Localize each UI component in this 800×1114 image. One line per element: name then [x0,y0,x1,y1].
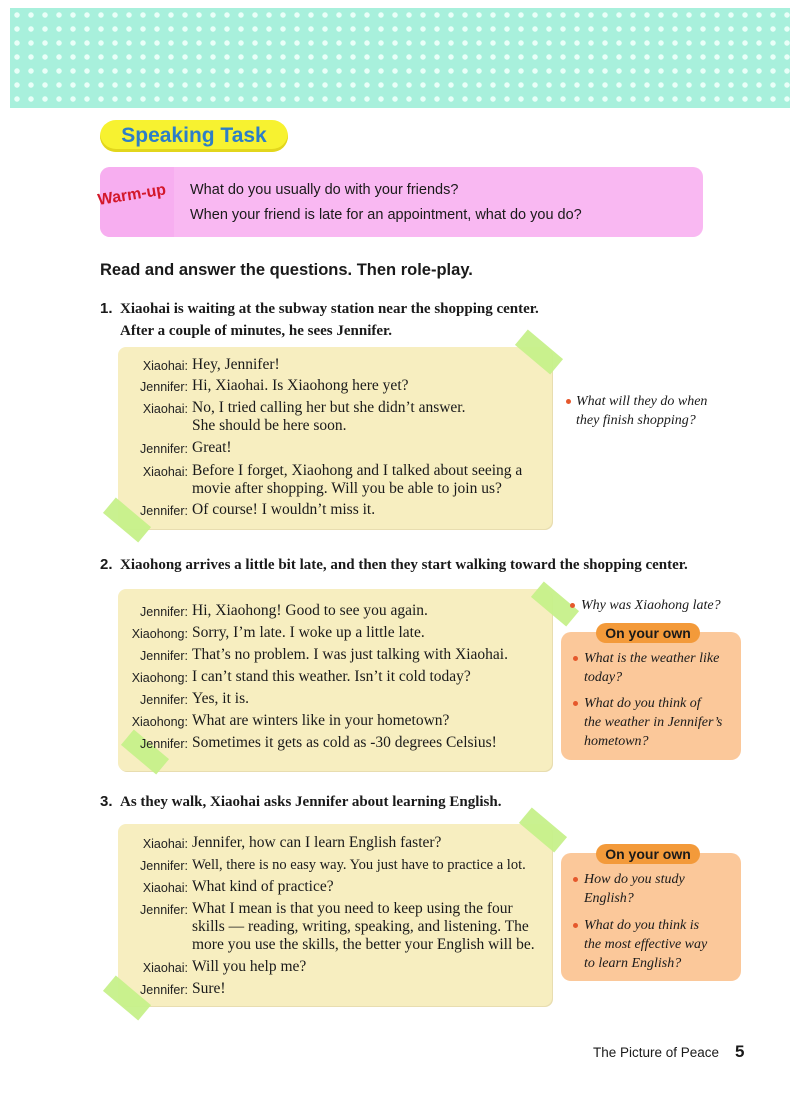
speech-text: She should be here soon. [192,417,347,434]
bullet-icon [566,399,571,404]
section-description-line: Xiaohai is waiting at the subway station near the shopping center. [120,301,539,317]
speaker-label: Xiaohai: [142,402,188,416]
speaker-label: Xiaohai: [142,837,188,851]
own-question: What do you think of [584,696,701,711]
speaker-label: Xiaohong: [131,715,188,729]
speaker-label: Jennifer: [140,605,188,619]
own-question: the most effective way [584,937,708,952]
speech-text: movie after shopping. Will you be able to join us? [192,480,502,497]
speech-text: Sure! [192,980,226,997]
speaker-label: Jennifer: [140,442,188,456]
warmup-box [100,167,703,237]
speech-text: Hi, Xiaohai. Is Xiaohong here yet? [192,377,409,394]
own-question: hometown? [584,734,649,749]
warmup-label: Warm-up [96,181,168,209]
side-question: Why was Xiaohong late? [581,598,721,613]
speaker-label: Jennifer: [140,649,188,663]
instruction-heading: Read and answer the questions. Then role-play. [100,261,473,279]
section-description-line: Xiaohong arrives a little bit late, and then they start walking toward the shopping center. [120,557,688,573]
speech-text: skills — reading, writing, speaking, and listening. The [192,918,529,935]
section-number: 3. [100,793,113,810]
section-description-line: As they walk, Xiaohai asks Jennifer about learning English. [120,794,502,810]
on-your-own-label: On your own [596,844,700,864]
speech-text: Before I forget, Xiaohong and I talked about seeing a [192,462,523,479]
speech-text: I can’t stand this weather. Isn’t it cold today? [192,668,471,685]
section-number: 2. [100,556,113,573]
speech-text: more you use the skills, the better your English will be. [192,936,535,953]
speaker-label: Jennifer: [140,504,188,518]
bullet-icon [573,656,578,661]
page-number: 5 [735,1042,745,1061]
own-question: English? [584,891,634,906]
speaking-task-title: Speaking Task [100,120,288,152]
own-question: What do you think is [584,918,700,933]
on-your-own-label: On your own [596,623,700,643]
speech-text: What are winters like in your hometown? [192,712,450,729]
speech-text: Sorry, I’m late. I woke up a little late. [192,624,425,641]
speech-text: Will you help me? [192,958,307,975]
speech-text: That’s no problem. I was just talking with Xiaohai. [192,646,508,663]
speaker-label: Jennifer: [140,983,188,997]
section-number: 1. [100,300,113,317]
speaker-label: Xiaohai: [142,961,188,975]
bullet-icon [573,923,578,928]
side-question: they finish shopping? [576,413,696,428]
speech-text: Of course! I wouldn’t miss it. [192,501,376,518]
speaker-label: Jennifer: [140,380,188,394]
speaker-label: Xiaohong: [131,627,188,641]
speaker-label: Xiaohai: [142,465,188,479]
bullet-icon [573,877,578,882]
speaker-label: Jennifer: [140,859,188,873]
speech-text: Great! [192,439,232,456]
speaker-label: Jennifer: [140,693,188,707]
speech-text: What kind of practice? [192,878,334,895]
footer-title: The Picture of Peace [593,1045,720,1060]
warmup-question: When your friend is late for an appointment, what do you do? [190,207,582,223]
speaker-label: Xiaohong: [131,671,188,685]
warmup-question: What do you usually do with your friends? [190,182,459,198]
own-question: to learn English? [584,956,682,971]
own-question: the weather in Jennifer’s [584,715,723,730]
speech-text: Hey, Jennifer! [192,356,280,373]
own-question: How do you study [584,872,685,887]
bullet-icon [570,603,575,608]
speaker-label: Xiaohai: [142,359,188,373]
speaker-label: Xiaohai: [142,881,188,895]
bullet-icon [573,701,578,706]
speaker-label: Jennifer: [140,903,188,917]
speech-text: No, I tried calling her but she didn’t answer. [192,399,466,416]
speaker-label: Jennifer: [140,737,188,751]
own-question: What is the weather like [584,651,720,666]
speech-text: Sometimes it gets as cold as -30 degrees Celsius! [192,734,497,751]
speech-text: Yes, it is. [192,690,250,707]
own-question: today? [584,670,623,685]
speech-text: Well, there is no easy way. You just have to practice a lot. [192,857,526,873]
side-question: What will they do when [576,394,708,409]
header-banner [10,8,790,108]
section-description-line: After a couple of minutes, he sees Jennifer. [120,323,393,339]
speech-text: What I mean is that you need to keep using the four [192,900,513,917]
speech-text: Hi, Xiaohong! Good to see you again. [192,602,428,619]
speech-text: Jennifer, how can I learn English faster? [192,834,442,851]
